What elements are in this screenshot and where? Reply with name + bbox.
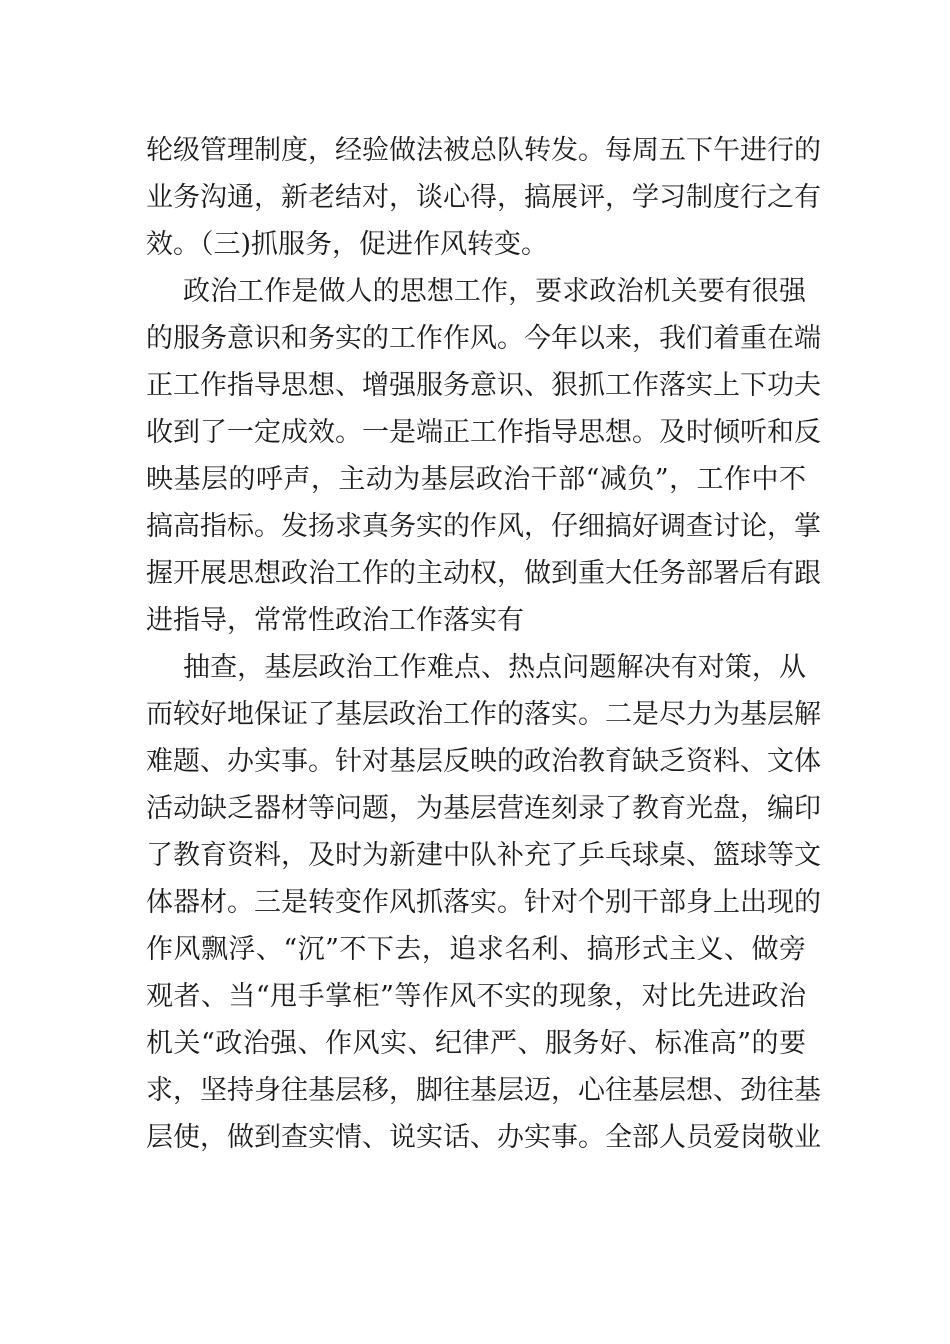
text-line: 抽查，基层政治工作难点、热点问题解决有对策，从	[183, 652, 806, 683]
text-line: 作风飘浮、“沉”不下去，追求名利、搞形式主义、做旁	[146, 934, 806, 965]
text-line: 层使，做到查实情、说实话、办实事。全部人员爱岗敬业	[146, 1122, 821, 1153]
text-line: 的服务意识和务实的工作作风。今年以来，我们着重在端	[146, 323, 821, 354]
text-line: 了教育资料，及时为新建中队补充了乒乓球桌、篮球等文	[146, 840, 821, 871]
text-line: 机关“政治强、作风实、纪律严、服务好、标准高”的要	[146, 1028, 806, 1059]
text-line: 难题、办实事。针对基层反映的政治教育缺乏资料、文体	[146, 746, 821, 777]
text-line: 业务沟通，新老结对，谈心得，搞展评，学习制度行之有	[146, 182, 821, 213]
text-line: 观者、当“甩手掌柜”等作风不实的现象，对比先进政治	[146, 981, 806, 1012]
text-line: 效。（三)抓服务，促进作风转变。	[146, 229, 549, 260]
text-line: 政治工作是做人的思想工作，要求政治机关要有很强	[183, 276, 806, 307]
text-line: 轮级管理制度，经验做法被总队转发。每周五下午进行的	[146, 135, 821, 166]
text-line: 正工作指导思想、增强服务意识、狠抓工作落实上下功夫	[146, 370, 821, 401]
text-line: 收到了一定成效。一是端正工作指导思想。及时倾听和反	[146, 417, 821, 448]
text-line: 进指导，常常性政治工作落实有	[146, 605, 524, 636]
text-line: 体器材。三是转变作风抓落实。针对个别干部身上出现的	[146, 887, 821, 918]
text-line: 求，坚持身往基层移，脚往基层迈，心往基层想、劲往基	[146, 1075, 821, 1106]
text-line: 握开展思想政治工作的主动权，做到重大任务部署后有跟	[146, 558, 821, 589]
text-line: 搞高指标。发扬求真务实的作风，仔细搞好调查讨论，掌	[146, 511, 821, 542]
text-line: 而较好地保证了基层政治工作的落实。二是尽力为基层解	[146, 699, 821, 730]
body-text	[146, 127, 821, 1161]
text-line: 活动缺乏器材等问题，为基层营连刻录了教育光盘，编印	[146, 793, 821, 824]
text-line: 映基层的呼声，主动为基层政治干部“减负”，工作中不	[146, 464, 806, 495]
